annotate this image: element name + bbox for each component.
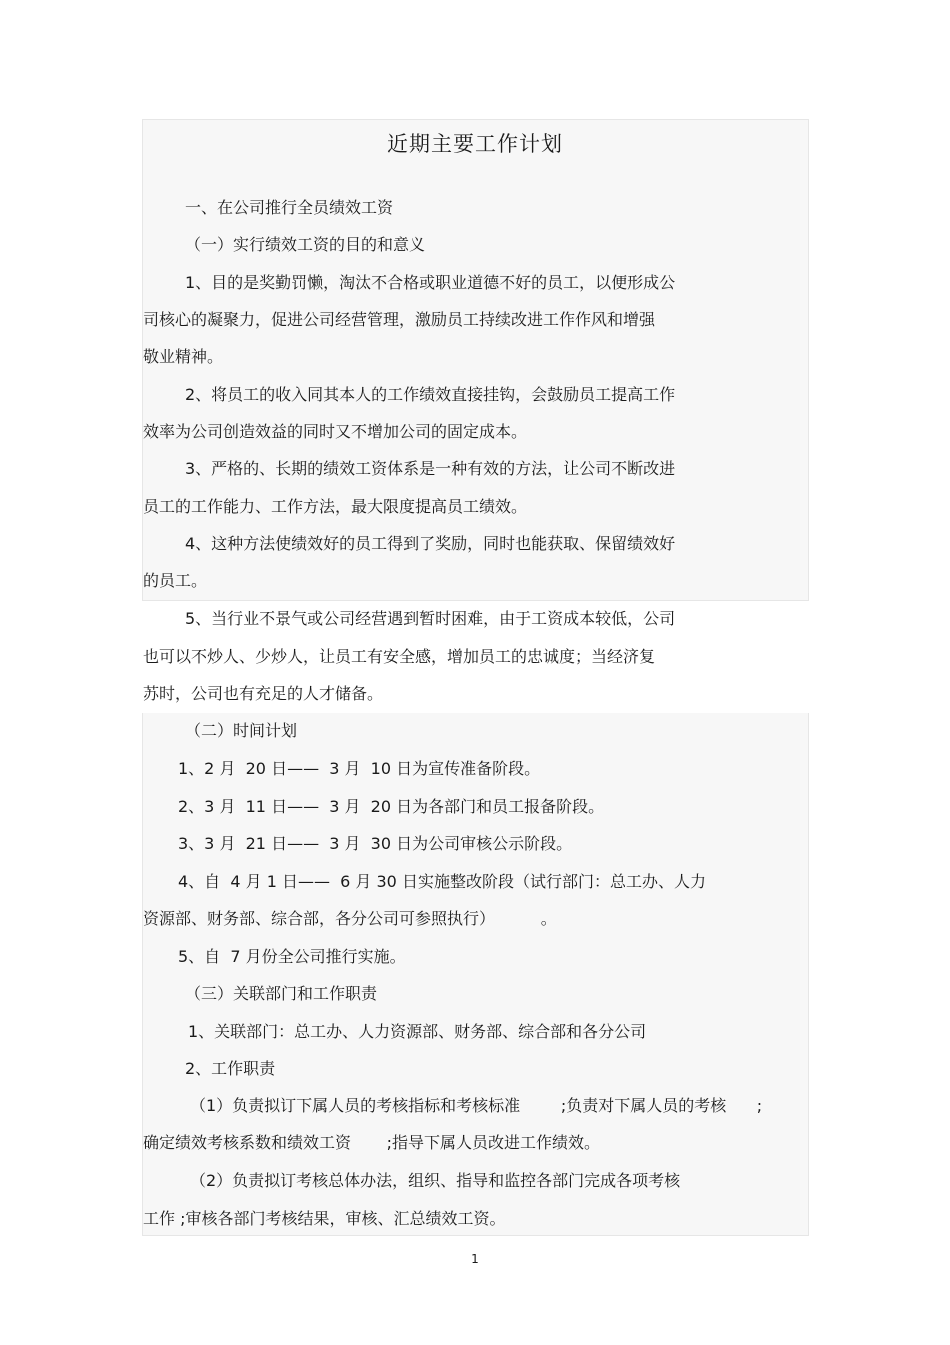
paragraph-line: 苏时，公司也有充足的人才储备。 — [143, 684, 384, 703]
paragraph-line: 员工的工作能力、工作方法，最大限度提高员工绩效。 — [143, 497, 528, 516]
page-number: 1 — [471, 1252, 479, 1266]
paragraph-line: 5、当行业不景气或公司经营遇到暂时困难，由于工资成本较低，公司 — [185, 609, 676, 628]
subsection-heading: （二）时间计划 — [185, 721, 298, 740]
document-title: 近期主要工作计划 — [387, 132, 563, 156]
schedule-item: 3、3 月 21 日—— 3 月 30 日为公司审核公示阶段。 — [178, 834, 573, 853]
paragraph-line: 2、将员工的收入同其本人的工作绩效直接挂钩，会鼓励员工提高工作 — [185, 385, 676, 404]
schedule-item: 1、2 月 20 日—— 3 月 10 日为宣传准备阶段。 — [178, 759, 541, 778]
schedule-item: 4、自 4 月 1 日—— 6 月 30 日实施整改阶段（试行部门：总工办、人力 — [178, 872, 706, 891]
paragraph-line: 1、目的是奖勤罚懒，淘汰不合格或职业道德不好的员工，以便形成公 — [185, 273, 676, 292]
schedule-item: 2、3 月 11 日—— 3 月 20 日为各部门和员工报备阶段。 — [178, 797, 605, 816]
paragraph-line: （2）负责拟订考核总体办法，组织、指导和监控各部门完成各项考核 — [190, 1171, 681, 1190]
subsection-heading: （三）关联部门和工作职责 — [185, 984, 378, 1003]
paragraph-line: 1、关联部门：总工办、人力资源部、财务部、综合部和各分公司 — [188, 1022, 647, 1041]
schedule-item: 资源部、财务部、综合部，各分公司可参照执行） 。 — [143, 909, 557, 928]
paragraph-line: 4、这种方法使绩效好的员工得到了奖励，同时也能获取、保留绩效好 — [185, 534, 676, 553]
section-heading: 一、在公司推行全员绩效工资 — [185, 198, 394, 217]
paragraph-line: 工作 ;审核各部门考核结果，审核、汇总绩效工资。 — [143, 1209, 506, 1228]
paragraph-line: （1）负责拟订下属人员的考核指标和考核标准 ;负责对下属人员的考核 ; — [190, 1096, 763, 1115]
paragraph-line: 效率为公司创造效益的同时又不增加公司的固定成本。 — [143, 422, 528, 441]
shaded-block-top — [142, 119, 809, 601]
paragraph-line: 司核心的凝聚力，促进公司经营管理，激励员工持续改进工作作风和增强 — [143, 310, 656, 329]
paragraph-line: 的员工。 — [143, 571, 208, 590]
schedule-item: 5、自 7 月份全公司推行实施。 — [178, 947, 406, 966]
shaded-block-bottom — [142, 713, 809, 1236]
paragraph-line: 确定绩效考核系数和绩效工资 ;指导下属人员改进工作绩效。 — [143, 1133, 600, 1152]
paragraph-line: 3、严格的、长期的绩效工资体系是一种有效的方法，让公司不断改进 — [185, 459, 676, 478]
paragraph-line: 敬业精神。 — [143, 347, 224, 366]
paragraph-line: 也可以不炒人、少炒人，让员工有安全感，增加员工的忠诚度；当经济复 — [143, 647, 656, 666]
paragraph-line: 2、工作职责 — [185, 1059, 276, 1078]
subsection-heading: （一）实行绩效工资的目的和意义 — [185, 235, 426, 254]
